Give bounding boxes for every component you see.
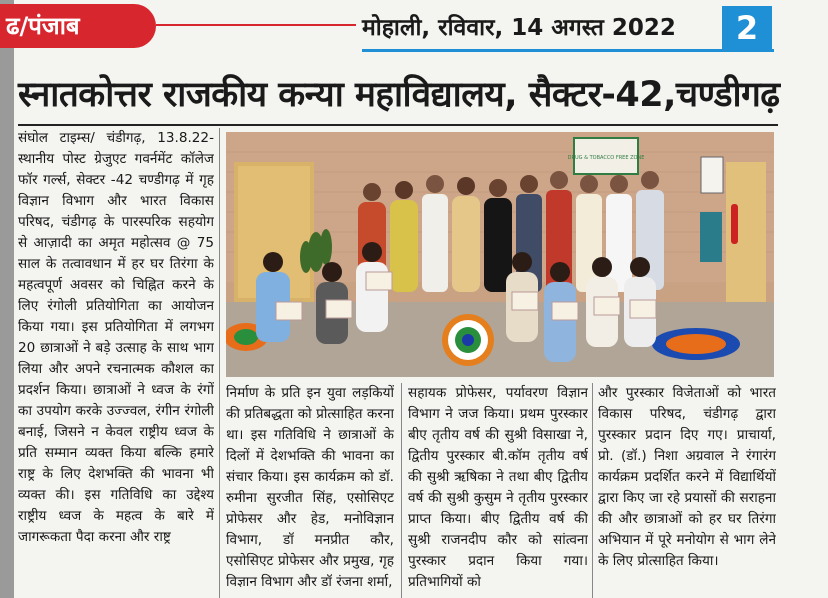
headline: स्नातकोत्तर राजकीय कन्या महाविद्यालय, सैक्टर-42,चण्डीगढ़ (18, 75, 780, 115)
news-photo (226, 132, 774, 377)
dateline-underline (362, 49, 774, 52)
header-rule (156, 24, 356, 26)
page-number: 2 (722, 6, 772, 50)
article-column-4: और पुरस्कार विजेताओं को भारत विकास परिषद, चंडीगढ़ द्वारा पुरस्कार प्रदान दिए गए। प्राचार्या, प्रो. (डॉ.) निशा अग्रवाल ने रंगारंग कार्यक्रम प्रदर्शित करने में विद्यार्थियों द्वारा किए जा रहे प्रयासों की सराहना की और छात्राओं को हर घर तिरंगा अभियान में पूरे मनोयोग से भाग लेने के लिए प्रोत्साहित किया। (598, 385, 776, 569)
dateline: मोहाली, रविवार, 14 अगस्त 2022 (362, 15, 676, 41)
headline-rule (18, 124, 778, 126)
group-photo-illustration (226, 132, 774, 377)
wall-sign-text: DRUG & TOBACCO FREE ZONE (567, 155, 645, 161)
page-header (0, 0, 828, 56)
article-column-2: निर्माण के प्रति इन युवा लड़कियों की प्रतिबद्धता को प्रोत्साहित करना था। इस गतिविधि ने छात्राओं के दिलों में देशभक्ति की भावना का संचार किया। इस कार्यक्रम को डॉ. रुमीना सुरजीत सिंह, एसोसिएट प्रोफेसर और हेड, मनोविज्ञान विभाग, डॉ मनप्रीत कौर, एसोसिएट प्रोफेसर और प्रमुख, गृह विज्ञान विभाग और डॉ रंजना शर्मा, (226, 385, 394, 590)
article-column-3: सहायक प्रोफेसर, पर्यावरण विज्ञान विभाग ने जज किया। प्रथम पुरस्कार बीए तृतीय वर्ष की सुश्री विसाखा ने, द्वितीय पुरस्कार बी.कॉम तृतीय वर्ष की सुश्री ऋषिका ने तथा बीए द्वितीय वर्ष की सुश्री कुसुम ने तृतीय पुरस्कार प्राप्त किया। बीए द्वितीय वर्ष की सुश्री राजनदीप कौर को सांत्वना पुरस्कार प्रदान किया गया। प्रतिभागियों को (408, 385, 588, 590)
column-divider (401, 383, 402, 598)
column-divider (219, 128, 220, 598)
left-margin-bar (0, 0, 14, 598)
column-divider (592, 383, 593, 598)
article-column-1: संघोल टाइम्स/ चंडीगढ़, 13.8.22- स्थानीय पोस्ट ग्रेजुएट गवर्नमेंट कॉलेज फॉर गर्ल्स, सेक्टर -42 चण्डीगढ़ में गृह विज्ञान विभाग और भारत विकास परिषद, चंडीगढ़ के पारस्परिक सहयोग से आज़ादी का अमृत महोत्सव @ 75 साल के तत्वावधान में हर घर तिरंगा के महत्वपूर्ण अवसर को चिह्नित करने के लिए रंगोली प्रतियोगिता का आयोजन किया गया। इस प्रतियोगिता में लगभग 20 छात्राओं ने बड़े उत्साह के साथ भाग लिया और अपने रचनात्मक कौशल का प्रदर्शन किया। छात्राओं ने ध्वज के रंगों का उपयोग करके उज्ज्वल, रंगीन रंगोली बनाई, जिसने न केवल राष्ट्रीय ध्वज के प्रति सम्मान व्यक्त किया बल्कि हमारे राष्ट्र के लिए देशभक्ति की भावना भी व्यक्त की। इस गतिविधि का उद्देश्य राष्ट्रीय ध्वज के महत्व के बारे में जागरूकता पैदा करना और राष्ट्र (18, 130, 214, 545)
section-label: ढ/पंजाब (0, 4, 156, 48)
